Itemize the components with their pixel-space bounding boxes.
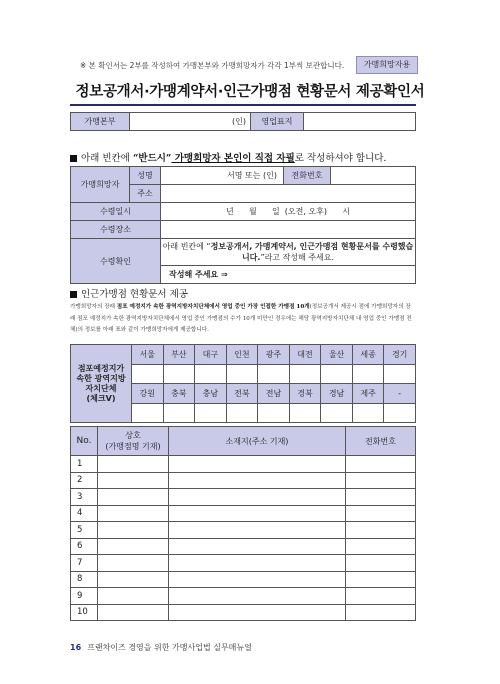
section2-paragraph: 가맹희망자의 장래 점포 예정지가 속한 광역지방자치단체에서 영업 중인 가장 인접한 가맹점 10개(정보공개서 제공시 점에 가맹희망자의 장래 점포 예정지가 속한 광역지방자치단체에서 영업 중인 가맹점의 수가 10개 미만인 경우에는 해당 광역지방자치단체 내 영업 중인 가맹점 전체)의 정보를 아래 표와 같이 가맹희망자에게 제공합니다. (70, 304, 412, 333)
col-no-header: No. (71, 427, 98, 456)
region-checkbox[interactable] (195, 365, 227, 384)
store-name-cell[interactable] (98, 538, 169, 555)
table-row (71, 522, 416, 539)
region-name: 서울 (132, 345, 164, 365)
row-number: 7 (71, 555, 98, 572)
row-number: 8 (71, 571, 98, 588)
store-phone-cell[interactable] (346, 505, 416, 522)
region-name: 강원 (132, 384, 164, 404)
region-checkbox[interactable] (384, 404, 416, 423)
page-footer (70, 642, 252, 653)
store-address-cell[interactable] (169, 571, 346, 588)
applicant-copy-badge: 가맹희망자용 (356, 56, 418, 74)
store-phone-cell[interactable] (346, 604, 416, 621)
region-checkbox[interactable] (384, 365, 416, 384)
region-name: 충남 (195, 384, 227, 404)
confirm-instruction: 아래 빈칸에 “정보공개서, 가맹계약서, 인근가맹점 현황문서를 수령했습니다.”라고 작성해 주세요. (161, 239, 416, 266)
title-divider (70, 104, 416, 106)
region-name: 충북 (163, 384, 195, 404)
brand-label: 영업표지 (251, 113, 304, 131)
row-number: 1 (71, 456, 98, 473)
region-checkbox[interactable] (352, 365, 384, 384)
store-address-cell[interactable] (169, 456, 346, 473)
store-name-cell[interactable] (98, 522, 169, 539)
table-row (71, 588, 416, 605)
region-checkbox[interactable] (289, 365, 321, 384)
store-address-cell[interactable] (169, 522, 346, 539)
row-number: 9 (71, 588, 98, 605)
place-field[interactable] (161, 221, 416, 239)
name-label: 성명 (130, 167, 161, 185)
address-label: 주소 (130, 185, 161, 203)
col-name-header: 상호 (가맹점명 기재) (98, 427, 169, 456)
square-bullet-icon (70, 155, 77, 162)
place-label: 수령장소 (71, 221, 161, 239)
confirm-write-field[interactable]: 작성해 주세요 ⇒ (161, 266, 416, 284)
table-row (71, 456, 416, 473)
store-address-cell[interactable] (169, 588, 346, 605)
row-number: 10 (71, 604, 98, 621)
phone-label: 전화번호 (284, 167, 331, 185)
region-name: 세종 (352, 345, 384, 365)
table-row (71, 604, 416, 621)
region-name: 인천 (226, 345, 258, 365)
store-address-cell[interactable] (169, 489, 346, 506)
region-name: 광주 (258, 345, 290, 365)
col-address-header: 소재지(주소 기재) (169, 427, 346, 456)
store-phone-cell[interactable] (346, 555, 416, 572)
store-phone-cell[interactable] (346, 538, 416, 555)
section1-heading: 아래 빈칸에 “반드시” 가맹희망자 본인이 직접 자필로 작성하셔야 합니다. (70, 150, 386, 164)
region-name: 울산 (321, 345, 353, 365)
region-name: 전북 (226, 384, 258, 404)
table-row (71, 538, 416, 555)
region-checkbox[interactable] (132, 365, 164, 384)
document-title: 정보공개서·가맹계약서·인근가맹점 현황문서 제공확인서 (75, 84, 425, 100)
row-number: 6 (71, 538, 98, 555)
region-checkbox[interactable] (195, 404, 227, 423)
date-field[interactable]: 년 월 일 (오전, 오후) 시 (161, 203, 416, 221)
row-number: 4 (71, 505, 98, 522)
region-name: - (384, 384, 416, 404)
region-name: 경기 (384, 345, 416, 365)
store-name-cell[interactable] (98, 604, 169, 621)
row-number: 5 (71, 522, 98, 539)
region-check-table (70, 344, 416, 423)
region-name: 대구 (195, 345, 227, 365)
nearby-stores-table (70, 426, 416, 621)
store-address-cell[interactable] (169, 472, 346, 489)
address-field[interactable] (161, 185, 416, 203)
region-checkbox[interactable] (258, 365, 290, 384)
row-number: 3 (71, 489, 98, 506)
region-name: 전남 (258, 384, 290, 404)
region-checkbox[interactable] (289, 404, 321, 423)
applicant-label: 가맹희망자 (71, 167, 130, 203)
store-name-cell[interactable] (98, 555, 169, 572)
notice-text: ※ 본 확인서는 2부를 작성하여 가맹본부와 가맹희망자가 각각 1부씩 보관합니다. (80, 61, 345, 70)
table-row (71, 489, 416, 506)
region-name: 제주 (352, 384, 384, 404)
region-checkbox[interactable] (163, 404, 195, 423)
region-label: 점포예정지가 속한 광역지방 자치단체 (체크V) (71, 345, 132, 423)
store-name-cell[interactable] (98, 489, 169, 506)
date-label: 수령일시 (71, 203, 161, 221)
store-phone-cell[interactable] (346, 489, 416, 506)
section2-heading: 인근가맹점 현황문서 제공 (70, 286, 188, 300)
store-name-cell[interactable] (98, 456, 169, 473)
table-row (71, 505, 416, 522)
store-name-cell[interactable] (98, 588, 169, 605)
hq-seal[interactable]: (인) (130, 113, 251, 131)
store-address-cell[interactable] (169, 555, 346, 572)
store-name-cell[interactable] (98, 571, 169, 588)
store-phone-cell[interactable] (346, 571, 416, 588)
square-bullet-icon (70, 291, 77, 298)
store-address-cell[interactable] (169, 604, 346, 621)
region-name: 부산 (163, 345, 195, 365)
page-number: 16 (70, 643, 82, 652)
table-row (71, 472, 416, 489)
table-row (71, 555, 416, 572)
row-number: 2 (71, 472, 98, 489)
region-checkbox[interactable] (258, 404, 290, 423)
name-sign-field[interactable]: 서명 또는 (인) (161, 167, 284, 185)
table-row (71, 571, 416, 588)
hq-table (70, 112, 416, 131)
store-phone-cell[interactable] (346, 456, 416, 473)
region-name: 대전 (289, 345, 321, 365)
phone-field[interactable] (331, 167, 416, 185)
region-checkbox[interactable] (226, 365, 258, 384)
confirm-label: 수령확인 (71, 239, 161, 284)
col-phone-header: 전화번호 (346, 427, 416, 456)
store-name-cell[interactable] (98, 472, 169, 489)
store-name-cell[interactable] (98, 505, 169, 522)
emphasis-text: “반드시” (132, 153, 172, 164)
footer-text: 프랜차이즈 경영을 위한 가맹사업법 실무매뉴얼 (87, 643, 252, 652)
region-checkbox[interactable] (132, 404, 164, 423)
region-checkbox[interactable] (226, 404, 258, 423)
region-name: 경남 (321, 384, 353, 404)
store-phone-cell[interactable] (346, 472, 416, 489)
region-checkbox[interactable] (321, 365, 353, 384)
region-checkbox[interactable] (321, 404, 353, 423)
store-address-cell[interactable] (169, 505, 346, 522)
region-checkbox[interactable] (163, 365, 195, 384)
region-name: 경북 (289, 384, 321, 404)
brand-field[interactable] (304, 113, 416, 131)
hq-label: 가맹본부 (71, 113, 130, 131)
store-address-cell[interactable] (169, 538, 346, 555)
region-checkbox[interactable] (352, 404, 384, 423)
store-phone-cell[interactable] (346, 588, 416, 605)
receipt-form-table (70, 166, 416, 284)
store-phone-cell[interactable] (346, 522, 416, 539)
